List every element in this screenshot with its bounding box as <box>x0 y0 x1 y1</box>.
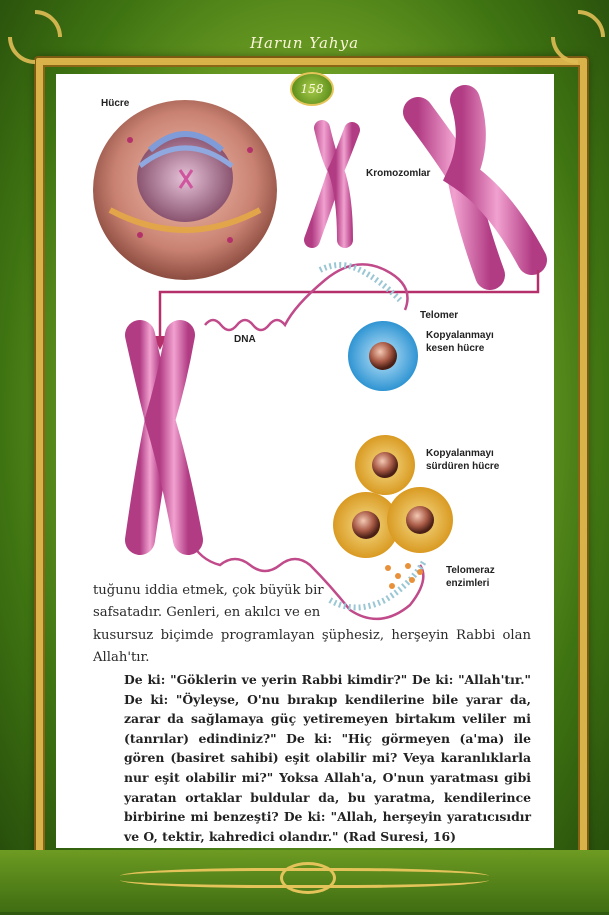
body-line-2: safsatadır. Genleri, en akılcı ve en <box>93 605 321 620</box>
ornament-center-icon <box>280 862 336 894</box>
label-continuing-cell-2: sürdüren hücre <box>426 461 500 472</box>
label-telomere: Telomer <box>420 310 459 321</box>
stopping-cell <box>348 321 418 391</box>
dna-strand-top <box>205 264 408 330</box>
label-continuing-cell-1: Kopyalanmayı <box>426 448 494 459</box>
page-number: 158 <box>290 72 334 106</box>
verse-quote: De ki: "Göklerin ve yerin Rabbi kimdir?" De ki: "Allah'tır." De ki: "Öyleyse, O'nu bırakıp kendilerine bile yarar da, zarar da sağlamaya güç yetiremeyen birtakım veliler mi (tanrılar) edindiniz?" De ki: "Hiç görmeyen (a'ma) ile gören (basiret sahibi) eşit olabilir mi? Veya karanlıklarla nur eşit olabilir mi?" Yoksa Allah'a, O'nun yaratması gibi yaratan ortaklar buldular da, bu yaratma, kendilerince birbirine mi benzeşti? De ki: "Allah, herşeyin yaratıcısıdır ve O, tektir, kahredici olandır." (Rad Suresi, 16) <box>124 672 531 844</box>
book-title: Harun Yahya <box>249 34 360 52</box>
cell-illustration <box>93 100 277 280</box>
label-cell: Hücre <box>101 98 130 109</box>
label-chromosomes: Kromozomlar <box>366 168 431 179</box>
large-chromosome <box>418 100 532 275</box>
small-chromosome <box>312 128 352 240</box>
label-stopping-cell-2: kesen hücre <box>426 343 485 354</box>
label-telomerase-1: Telomeraz <box>446 565 495 576</box>
label-dna: DNA <box>234 334 256 345</box>
label-telomerase-2: enzimleri <box>446 578 490 589</box>
body-line-1: tuğunu iddia etmek, çok büyük bir <box>93 583 324 598</box>
body-line-4: Allah'tır. <box>93 650 150 665</box>
label-stopping-cell-1: Kopyalanmayı <box>426 330 494 341</box>
body-line-3: kusursuz biçimde programlayan şüphesiz, herşeyin Rabbi olan <box>93 628 531 643</box>
replicating-chromosome <box>140 335 188 540</box>
